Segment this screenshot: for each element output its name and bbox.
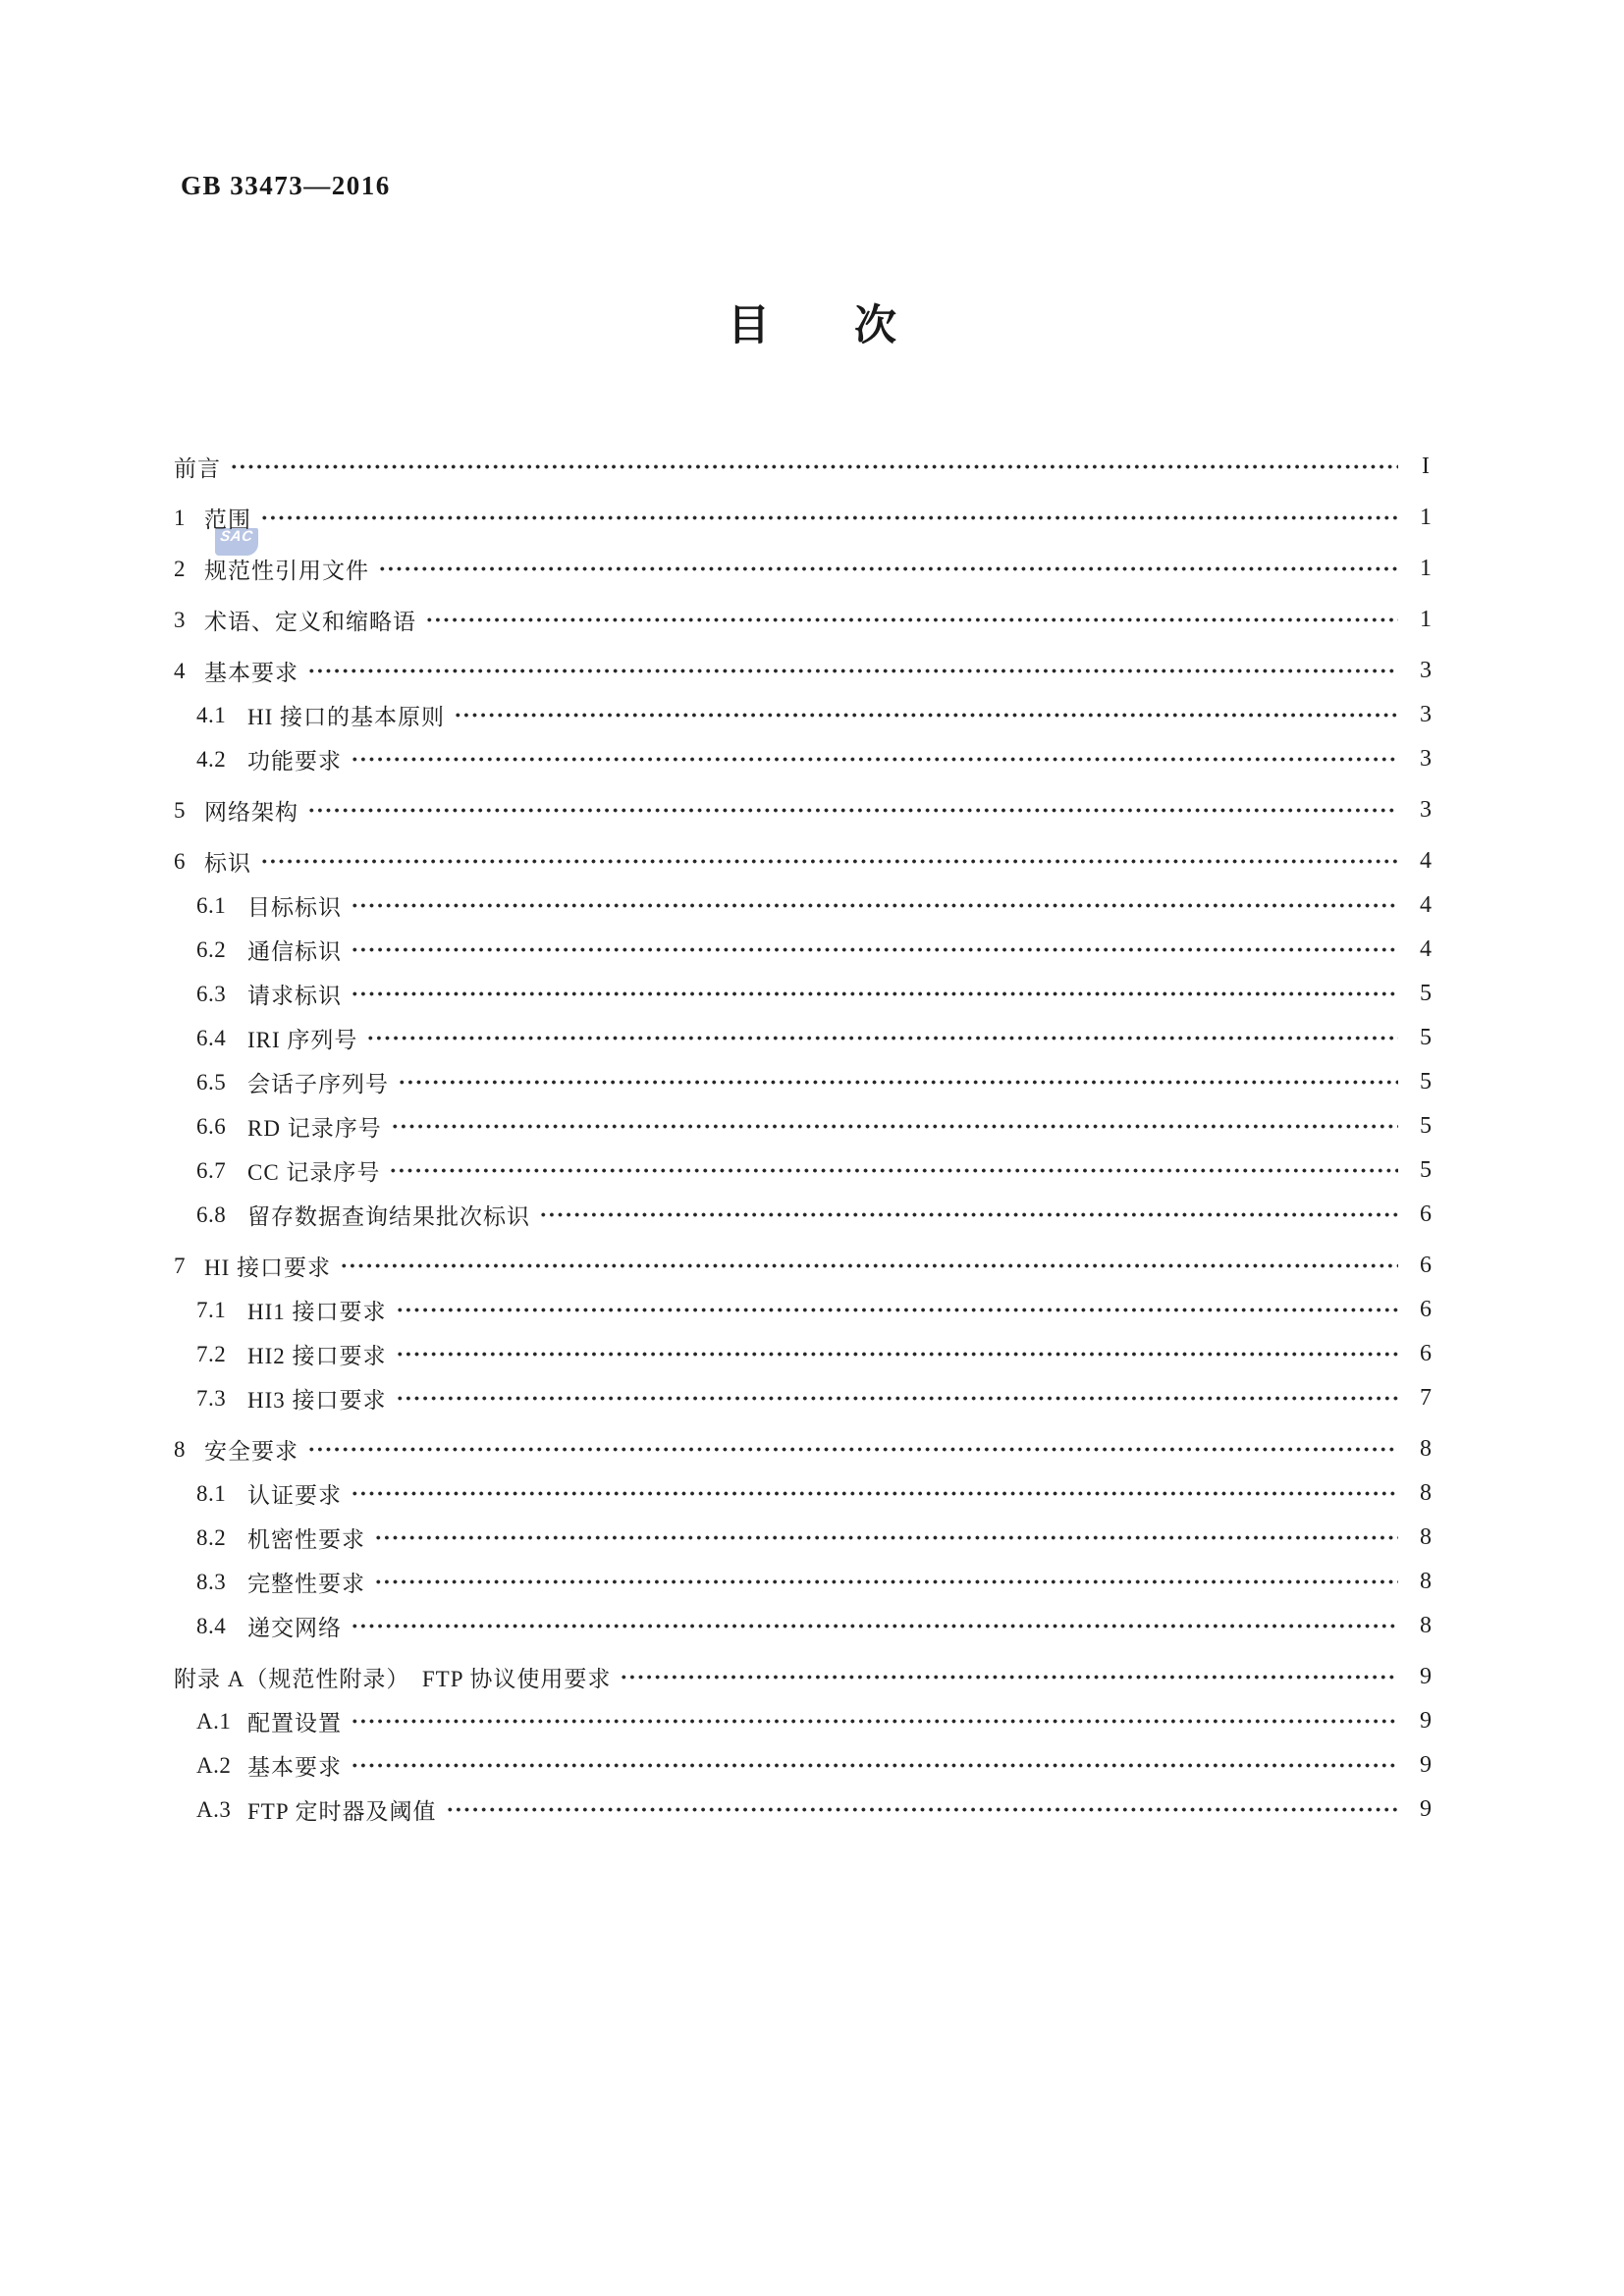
toc-entry-page: 3	[1420, 746, 1432, 772]
toc-entry-label: IRI 序列号	[247, 1028, 358, 1052]
toc-entry-number: 8.4	[196, 1613, 227, 1638]
toc-entry-label: HI2 接口要求	[247, 1344, 387, 1368]
standard-code: GB 33473—2016	[181, 171, 391, 200]
toc-entry-label: CC 记录序号	[247, 1160, 381, 1185]
toc-leader-dots	[620, 1655, 1398, 1699]
toc-entry	[174, 928, 1443, 972]
toc-entry-page: 5	[1420, 981, 1432, 1006]
toc-leader-dots	[454, 693, 1398, 737]
toc-entry-page: 4	[1420, 848, 1432, 874]
toc-entry-label: 基本要求	[204, 661, 298, 685]
toc-entry-page: 9	[1420, 1796, 1432, 1822]
toc-entry-label: 通信标识	[247, 939, 342, 964]
toc-entry-label: 请求标识	[247, 984, 342, 1008]
toc-entry-page: 5	[1420, 1069, 1432, 1095]
toc-entry-page: 9	[1420, 1752, 1432, 1778]
toc-entry	[174, 1743, 1443, 1788]
toc-entry-number: 3	[174, 607, 186, 632]
toc-leader-dots	[351, 1743, 1398, 1788]
toc-leader-dots	[398, 1060, 1398, 1104]
toc-entry-label: HI3 接口要求	[247, 1388, 387, 1413]
toc-entry-number: 6.3	[196, 981, 227, 1006]
toc-entry-page: 3	[1420, 658, 1432, 683]
toc-entry-number: 4.1	[196, 702, 227, 727]
toc-leader-dots	[351, 1604, 1398, 1648]
toc-entry-page: 1	[1420, 556, 1432, 581]
toc-entry-page: 8	[1420, 1480, 1432, 1506]
toc-entry-label: 标识	[204, 851, 251, 876]
toc-list	[174, 438, 1443, 1832]
toc-entry	[174, 598, 1443, 642]
toc-entry-label: 功能要求	[247, 749, 342, 774]
toc-entry-label: FTP 定时器及阈值	[247, 1799, 437, 1824]
toc-entry-number: 6.4	[196, 1025, 227, 1050]
toc-entry-label: 留存数据查询结果批次标识	[247, 1204, 530, 1229]
toc-entry	[174, 547, 1443, 591]
toc-entry-label: 递交网络	[247, 1616, 342, 1640]
toc-entry-page: 5	[1420, 1157, 1432, 1183]
sac-watermark-text: SAC	[219, 528, 254, 545]
toc-entry	[174, 496, 1443, 540]
toc-entry	[174, 1655, 1443, 1699]
toc-entry-page: I	[1422, 454, 1430, 479]
toc-entry	[174, 693, 1443, 737]
toc-entry-number: 6.8	[196, 1201, 227, 1227]
toc-entry-label: 术语、定义和缩略语	[204, 610, 416, 634]
toc-entry-number: 6.2	[196, 936, 227, 962]
toc-entry-number: 6	[174, 848, 186, 874]
toc-leader-dots	[351, 883, 1398, 928]
toc-leader-dots	[307, 788, 1398, 832]
toc-entry-number: 2	[174, 556, 186, 581]
toc-entry-number: A.3	[196, 1796, 232, 1822]
toc-entry-page: 7	[1420, 1385, 1432, 1411]
toc-leader-dots	[351, 1699, 1398, 1743]
toc-entry-label: 认证要求	[247, 1483, 342, 1508]
toc-entry	[174, 1060, 1443, 1104]
toc-leader-dots	[425, 598, 1398, 642]
toc-entry-label: 安全要求	[204, 1439, 298, 1464]
toc-entry-number: 4.2	[196, 746, 227, 772]
toc-entry-label: 目标标识	[247, 895, 342, 920]
toc-leader-dots	[260, 839, 1398, 883]
toc-entry-label: 附录 A（规范性附录） FTP 协议使用要求	[174, 1667, 612, 1691]
toc-leader-dots	[340, 1244, 1398, 1288]
toc-leader-dots	[374, 1516, 1398, 1560]
toc-entry-number: 7.1	[196, 1297, 227, 1322]
toc-entry	[174, 1193, 1443, 1237]
toc-entry	[174, 883, 1443, 928]
toc-leader-dots	[378, 547, 1398, 591]
toc-entry-page: 6	[1420, 1253, 1432, 1278]
toc-entry-page: 6	[1420, 1201, 1432, 1227]
toc-leader-dots	[307, 1427, 1398, 1471]
toc-entry-label: HI 接口的基本原则	[247, 705, 446, 729]
toc-entry-number: 8.1	[196, 1480, 227, 1506]
toc-leader-dots	[389, 1148, 1398, 1193]
toc-entry-number: A.2	[196, 1752, 232, 1778]
toc-entry-page: 8	[1420, 1613, 1432, 1638]
toc-entry	[174, 1788, 1443, 1832]
toc-entry	[174, 788, 1443, 832]
toc-entry	[174, 1332, 1443, 1376]
toc-entry	[174, 1699, 1443, 1743]
toc-entry	[174, 1244, 1443, 1288]
toc-entry-page: 6	[1420, 1341, 1432, 1366]
toc-entry-label: 会话子序列号	[247, 1072, 389, 1096]
toc-entry-page: 5	[1420, 1113, 1432, 1139]
toc-entry	[174, 972, 1443, 1016]
toc-entry-number: 8.3	[196, 1569, 227, 1594]
toc-entry	[174, 1516, 1443, 1560]
toc-entry-page: 3	[1420, 797, 1432, 823]
toc-entry	[174, 1471, 1443, 1516]
toc-entry-number: 6.1	[196, 892, 227, 918]
toc-leader-dots	[260, 496, 1398, 540]
toc-entry-label: HI1 接口要求	[247, 1300, 387, 1324]
toc-entry-number: 8	[174, 1436, 186, 1462]
toc-leader-dots	[351, 972, 1398, 1016]
toc-entry-number: 6.6	[196, 1113, 227, 1139]
toc-entry-number: 7.2	[196, 1341, 227, 1366]
toc-leader-dots	[230, 445, 1398, 489]
toc-leader-dots	[539, 1193, 1398, 1237]
toc-entry-page: 8	[1420, 1569, 1432, 1594]
toc-entry-number: 7.3	[196, 1385, 227, 1411]
toc-leader-dots	[366, 1016, 1398, 1060]
toc-entry-number: 6.7	[196, 1157, 227, 1183]
toc-entry-label: 规范性引用文件	[204, 559, 369, 583]
toc-entry	[174, 737, 1443, 781]
toc-leader-dots	[446, 1788, 1398, 1832]
toc-entry-label: 完整性要求	[247, 1572, 365, 1596]
toc-entry-page: 9	[1420, 1664, 1432, 1689]
toc-entry-page: 9	[1420, 1708, 1432, 1734]
toc-entry-label: RD 记录序号	[247, 1116, 382, 1141]
toc-entry-number: 5	[174, 797, 186, 823]
toc-entry-label: 基本要求	[247, 1755, 342, 1780]
toc-entry	[174, 1016, 1443, 1060]
toc-entry-number: 8.2	[196, 1524, 227, 1550]
toc-entry	[174, 1376, 1443, 1420]
toc-leader-dots	[351, 737, 1398, 781]
toc-leader-dots	[374, 1560, 1398, 1604]
toc-entry	[174, 1560, 1443, 1604]
toc-entry-number: 7	[174, 1253, 186, 1278]
toc-leader-dots	[396, 1288, 1398, 1332]
toc-entry	[174, 1148, 1443, 1193]
toc-leader-dots	[351, 1471, 1398, 1516]
toc-entry-page: 6	[1420, 1297, 1432, 1322]
toc-entry-label: 机密性要求	[247, 1527, 365, 1552]
toc-entry-page: 8	[1420, 1524, 1432, 1550]
toc-entry-label: 范围	[204, 507, 251, 532]
toc-entry	[174, 839, 1443, 883]
toc-entry	[174, 1427, 1443, 1471]
toc-entry-number: 4	[174, 658, 186, 683]
toc-entry	[174, 649, 1443, 693]
toc-entry	[174, 1604, 1443, 1648]
toc-entry	[174, 1104, 1443, 1148]
toc-leader-dots	[307, 649, 1398, 693]
toc-entry-number: 1	[174, 505, 186, 530]
toc-entry-page: 3	[1420, 702, 1432, 727]
toc-entry-page: 1	[1420, 505, 1432, 530]
page-title: 目 次	[728, 302, 896, 349]
toc-entry-page: 4	[1420, 892, 1432, 918]
toc-entry	[174, 1288, 1443, 1332]
toc-entry-page: 8	[1420, 1436, 1432, 1462]
toc-entry-label: 配置设置	[247, 1711, 342, 1735]
toc-entry-label: 前言	[174, 456, 221, 481]
toc-entry-label: HI 接口要求	[204, 1255, 332, 1280]
toc-entry-number: A.1	[196, 1708, 232, 1734]
toc-entry	[174, 445, 1443, 489]
toc-leader-dots	[396, 1332, 1398, 1376]
toc-entry-page: 5	[1420, 1025, 1432, 1050]
toc-leader-dots	[396, 1376, 1398, 1420]
toc-leader-dots	[351, 928, 1398, 972]
toc-entry-label: 网络架构	[204, 800, 298, 825]
toc-entry-number: 6.5	[196, 1069, 227, 1095]
toc-entry-page: 1	[1420, 607, 1432, 632]
toc-entry-page: 4	[1420, 936, 1432, 962]
toc-leader-dots	[391, 1104, 1398, 1148]
